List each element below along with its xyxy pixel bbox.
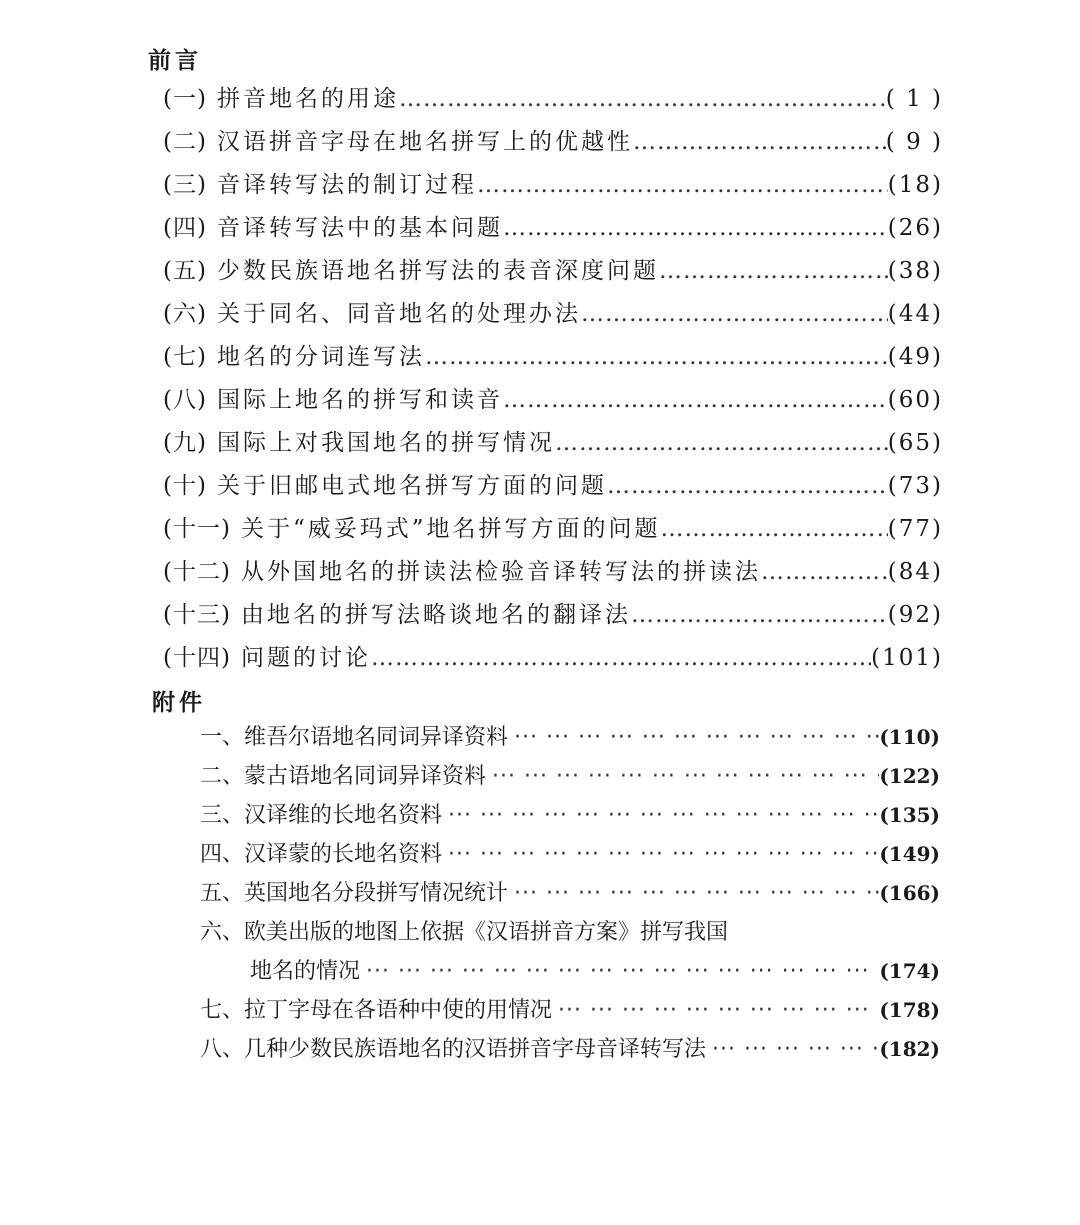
toc-entry-number: (一) [163, 86, 207, 112]
dot-leader [360, 952, 879, 991]
appendix-entry-page: (149) [879, 842, 940, 866]
appendix-entry-title: 七、拉丁字母在各语种中使的用情况 [200, 998, 553, 1023]
appendix-entry-title: 六、欧美出版的地图上依据《汉语拼音方案》拼写我国 [200, 920, 729, 945]
dot-leader [442, 835, 879, 874]
dot-leader [552, 991, 879, 1030]
appendix-entry-title: 三、汉译维的长地名资料 [200, 803, 443, 828]
toc-entry-number: (七) [163, 344, 207, 370]
toc-entry-title: 汉语拼音字母在地名拼写上的优越性 [216, 129, 633, 155]
dot-leader [508, 718, 879, 757]
toc-entry-page: (84) [887, 559, 943, 585]
toc-entry-title: 关于同名、同音地名的处理办法 [216, 301, 581, 327]
appendix-entry-page: (122) [879, 764, 940, 788]
appendix-entry-title: 二、蒙古语地名同词异译资料 [200, 764, 487, 789]
toc-entry-number: (九) [163, 430, 207, 456]
appendix-entry-title: 四、汉译蒙的长地名资料 [200, 842, 443, 867]
toc-entry [163, 293, 943, 336]
toc-entry [163, 465, 943, 508]
appendix-entry [200, 1030, 940, 1069]
toc-entry-number: (三) [163, 172, 207, 198]
toc-entry-title: 地名的分词连写法 [216, 344, 425, 370]
toc-entry-page: (92) [887, 602, 943, 628]
appendix-entry [200, 874, 940, 913]
toc-entry-title: 少数民族语地名拼写法的表音深度问题 [216, 258, 659, 284]
appendix-entry [200, 796, 940, 835]
dot-leader [607, 465, 888, 508]
toc-entry-page: ( 9 ) [885, 129, 943, 155]
toc-entry [163, 78, 943, 121]
dot-leader [581, 293, 888, 336]
toc-entry-number: (十) [163, 473, 207, 499]
dot-leader [761, 551, 888, 594]
dot-leader [442, 796, 879, 835]
toc-entry [163, 551, 943, 594]
appendix-entry [200, 913, 940, 952]
dot-leader [660, 508, 887, 551]
toc-entry-title: 从外国地名的拼读法检验音译转写法的拼读法 [240, 559, 761, 585]
dot-leader [399, 78, 886, 121]
toc-entry-title: 拼音地名的用途 [216, 86, 399, 112]
toc-entry-page: (49) [887, 344, 943, 370]
toc-entry [163, 379, 943, 422]
toc-entry-number: (五) [163, 258, 207, 284]
dot-leader [631, 594, 888, 637]
dot-leader [371, 637, 871, 680]
toc-entry-title: 国际上地名的拼写和读音 [216, 387, 503, 413]
dot-leader [503, 207, 888, 250]
toc-entry-number: (二) [163, 129, 207, 155]
appendix-entry-page: (178) [879, 998, 940, 1022]
toc-entry-page: (26) [887, 215, 943, 241]
appendix-entry [200, 991, 940, 1030]
toc-entry-title: 关于旧邮电式地名拼写方面的问题 [216, 473, 607, 499]
toc-entry [163, 207, 943, 250]
preface-heading: 前言 [148, 47, 202, 74]
dot-leader [706, 1030, 879, 1069]
toc-entry-title: 由地名的拼写法略谈地名的翻译法 [240, 602, 631, 628]
toc-entry-page: (44) [887, 301, 943, 327]
toc-entry-number: (十四) [163, 645, 231, 671]
appendix-entry [200, 718, 940, 757]
toc-entry-number: (八) [163, 387, 207, 413]
appendix-entry-page: (110) [879, 725, 940, 749]
dot-leader [503, 379, 888, 422]
appendix-entry-page: (174) [879, 959, 940, 983]
appendix-entry-page: (135) [879, 803, 940, 827]
toc-entry [163, 250, 943, 293]
appendix-entry-title: 一、维吾尔语地名同词异译资料 [200, 725, 509, 750]
toc-entry-number: (十三) [163, 602, 231, 628]
appendix-entry-page: (182) [879, 1037, 940, 1061]
appendix-entry-title: 五、英国地名分段拼写情况统计 [200, 881, 509, 906]
toc-entry-title: 关于“威妥玛式”地名拼写方面的问题 [240, 516, 661, 542]
contents-list [163, 78, 943, 680]
dot-leader [633, 121, 886, 164]
toc-entry [163, 422, 943, 465]
appendix-list [200, 718, 940, 1069]
toc-entry-title: 音译转写法中的基本问题 [216, 215, 503, 241]
toc-entry-page: (77) [887, 516, 943, 542]
toc-entry [163, 637, 943, 680]
toc-entry-page: (18) [887, 172, 943, 198]
toc-entry-page: (60) [887, 387, 943, 413]
toc-entry-page: (101) [871, 645, 943, 671]
toc-entry-number: (六) [163, 301, 207, 327]
appendix-entry-continuation [200, 952, 940, 991]
dot-leader [659, 250, 888, 293]
dot-leader [477, 164, 888, 207]
appendix-entry-page: (166) [879, 881, 940, 905]
toc-entry-title: 问题的讨论 [240, 645, 371, 671]
toc-entry-page: (65) [887, 430, 943, 456]
toc-entry [163, 336, 943, 379]
toc-entry-number: (十一) [163, 516, 231, 542]
dot-leader [508, 874, 879, 913]
toc-entry-number: (四) [163, 215, 207, 241]
toc-entry [163, 508, 943, 551]
toc-entry-title: 音译转写法的制订过程 [216, 172, 477, 198]
toc-entry-page: (73) [887, 473, 943, 499]
toc-entry [163, 164, 943, 207]
appendix-entry-title-continuation: 地名的情况 [250, 959, 361, 984]
toc-entry [163, 121, 943, 164]
toc-entry-page: ( 1 ) [885, 86, 943, 112]
appendix-entry-title: 八、几种少数民族语地名的汉语拼音字母音译转写法 [200, 1037, 707, 1062]
toc-entry-title: 国际上对我国地名的拼写情况 [216, 430, 555, 456]
toc-entry [163, 594, 943, 637]
dot-leader [555, 422, 888, 465]
appendix-heading: 附件 [152, 689, 206, 716]
dot-leader [486, 757, 879, 796]
appendix-entry [200, 757, 940, 796]
dot-leader [425, 336, 888, 379]
appendix-entry [200, 835, 940, 874]
toc-entry-page: (38) [887, 258, 943, 284]
toc-entry-number: (十二) [163, 559, 231, 585]
